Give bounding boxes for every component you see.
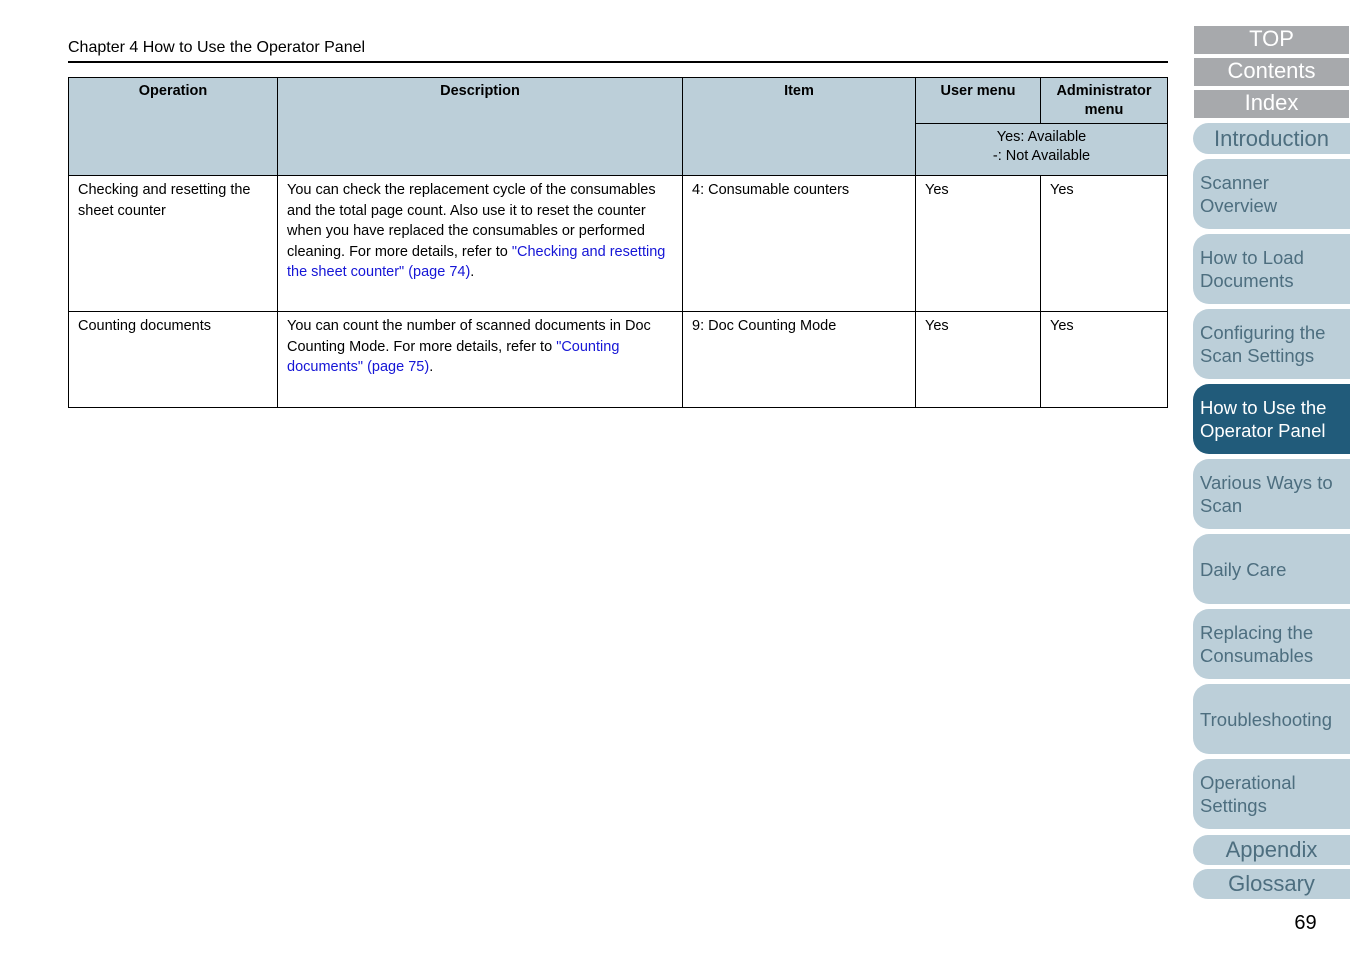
tab-various-ways-to-scan[interactable]: Various Ways to Scan (1193, 459, 1350, 529)
index-button[interactable]: Index (1194, 90, 1349, 118)
tab-appendix[interactable]: Appendix (1193, 835, 1350, 865)
item-cell: 4: Consumable counters (683, 176, 916, 312)
operation-cell: Counting documents (69, 312, 278, 408)
tab-how-to-load-documents[interactable]: How to Load Documents (1193, 234, 1350, 304)
reference-link[interactable]: "Checking and resetting the sheet counter" (page 74) (287, 243, 666, 280)
tab-operator-panel[interactable]: How to Use the Operator Panel (1193, 384, 1350, 454)
navigation-sidebar (1193, 0, 1350, 954)
table-row (69, 312, 1168, 408)
contents-button[interactable]: Contents (1194, 58, 1349, 86)
description-text: You can count the number of scanned documents in Doc Counting Mode. For more details, refer to (287, 318, 651, 355)
legend-available: Yes: Available (996, 129, 1087, 145)
operation-cell: Checking and resetting the sheet counter (69, 176, 278, 312)
tab-scanner-overview[interactable]: Scanner Overview (1193, 159, 1350, 229)
description-text: You can check the replacement cycle of the consumables and the total page count. Also use it to reset the counter when you have replaced the consumables or performed cleaning. For more details, refer to (287, 182, 656, 260)
legend-not-available: -: Not Available (992, 148, 1091, 164)
header-admin-menu: Administrator menu (1041, 78, 1168, 124)
header-description: Description (278, 78, 683, 176)
item-cell: 9: Doc Counting Mode (683, 312, 916, 408)
operations-table (68, 77, 1168, 408)
tab-introduction[interactable]: Introduction (1193, 123, 1350, 154)
user-menu-cell: Yes (916, 176, 1041, 312)
description-cell (278, 176, 683, 312)
tab-glossary[interactable]: Glossary (1193, 869, 1350, 899)
table-row (69, 176, 1168, 312)
description-end: . (470, 264, 475, 280)
tab-replacing-consumables[interactable]: Replacing the Consumables (1193, 609, 1350, 679)
tab-daily-care[interactable]: Daily Care (1193, 534, 1350, 604)
description-end: . (429, 359, 434, 375)
admin-menu-cell: Yes (1041, 312, 1168, 408)
reference-link[interactable]: "Counting documents" (page 75) (287, 338, 620, 375)
header-row (69, 78, 1168, 124)
page-number: 69 (1294, 912, 1317, 934)
header-item: Item (683, 78, 916, 176)
admin-menu-cell: Yes (1041, 176, 1168, 312)
header-user-menu: User menu (916, 78, 1041, 124)
description-cell (278, 312, 683, 408)
chapter-header: Chapter 4 How to Use the Operator Panel (68, 39, 366, 56)
availability-legend (916, 124, 1168, 176)
header-operation: Operation (69, 78, 278, 176)
user-menu-cell: Yes (916, 312, 1041, 408)
tab-configuring-scan-settings[interactable]: Configuring the Scan Settings (1193, 309, 1350, 379)
header-rule (68, 61, 1168, 63)
tab-operational-settings[interactable]: Operational Settings (1193, 759, 1350, 829)
top-button[interactable]: TOP (1194, 26, 1349, 54)
tab-troubleshooting[interactable]: Troubleshooting (1193, 684, 1350, 754)
